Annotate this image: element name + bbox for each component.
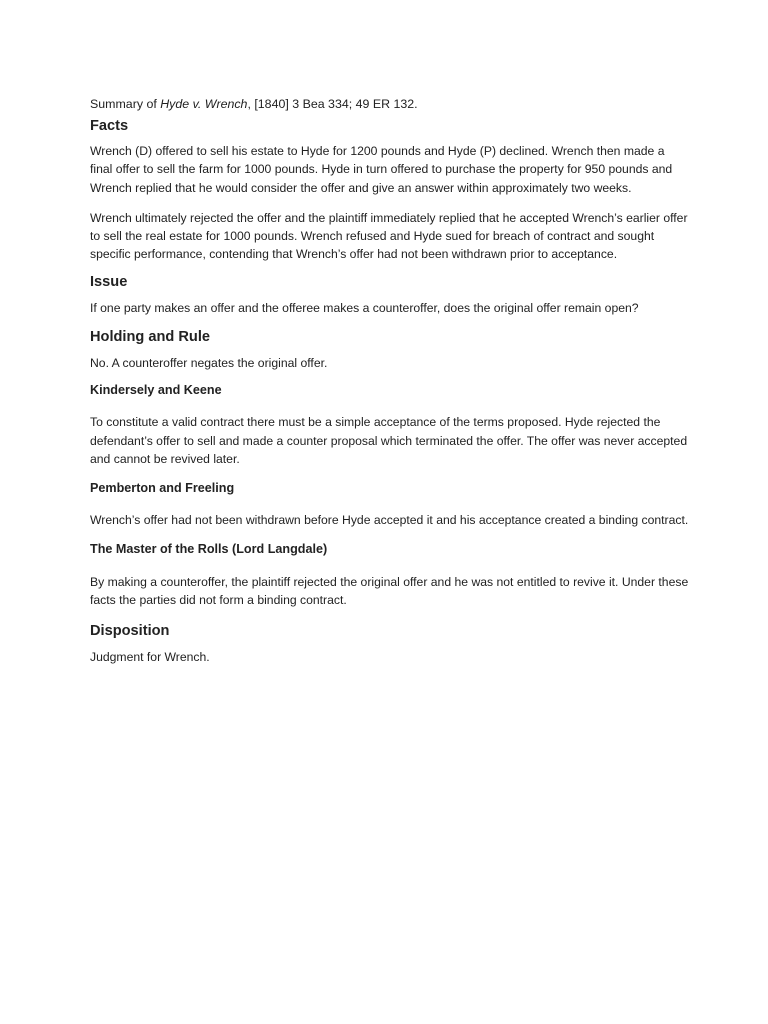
opinion-text-pemberton-freeling: Wrench’s offer had not been withdrawn before Hyde accepted it and his acceptance created a binding contract. bbox=[90, 513, 689, 528]
facts-paragraph-2: Wrench ultimately rejected the offer and the plaintiff immediately replied that he accepted Wrench’s earlier offer to sell the real estate for 1000 pounds. Wrench refused and Hyde sued for breach of contract and sought specific performance, contending that Wrench’s offer had not been withdrawn prior to acceptance. bbox=[90, 210, 688, 262]
facts-heading: Facts bbox=[90, 118, 129, 134]
disposition-text: Judgment for Wrench. bbox=[90, 650, 210, 665]
issue-text: If one party makes an offer and the offeree makes a counteroffer, does the original offer remain open? bbox=[90, 300, 639, 315]
document-page bbox=[90, 95, 690, 666]
opinion-heading-kindersely-keene: Kindersely and Keene bbox=[90, 383, 222, 398]
opinion-heading-pemberton-freeling: Pemberton and Freeling bbox=[90, 481, 235, 496]
disposition-heading: Disposition bbox=[90, 623, 170, 640]
holding-heading: Holding and Rule bbox=[90, 329, 210, 346]
citation: , [1840] 3 Bea 334; 49 ER 132. bbox=[247, 97, 418, 111]
title-prefix: Summary of bbox=[90, 97, 161, 111]
issue-heading: Issue bbox=[90, 273, 128, 290]
document-title bbox=[90, 95, 690, 113]
opinion-text-kindersely-keene: To constitute a valid contract there must be a simple acceptance of the terms proposed. Hyde rejected the defendant’s offer to sell and made a counter proposal which terminated the offer. The offer was never accepted and cannot be revived later. bbox=[90, 415, 688, 466]
case-name: Hyde v. Wrench bbox=[160, 97, 248, 111]
opinion-heading-master-of-rolls: The Master of the Rolls (Lord Langdale) bbox=[90, 541, 328, 556]
opinion-text-master-of-rolls: By making a counteroffer, the plaintiff rejected the original offer and he was not entitled to revive it. Under these facts the parties did not form a binding contract. bbox=[90, 574, 689, 607]
holding-text: No. A counteroffer negates the original offer. bbox=[90, 356, 328, 371]
facts-paragraph-1: Wrench (D) offered to sell his estate to Hyde for 1200 pounds and Hyde (P) declined. Wrench then made a final offer to sell the farm for 1000 pounds. Hyde in turn offered to purchase the property for 950 pounds and Wrench replied that he would consider the offer and give an answer within approximately two weeks. bbox=[90, 144, 673, 195]
